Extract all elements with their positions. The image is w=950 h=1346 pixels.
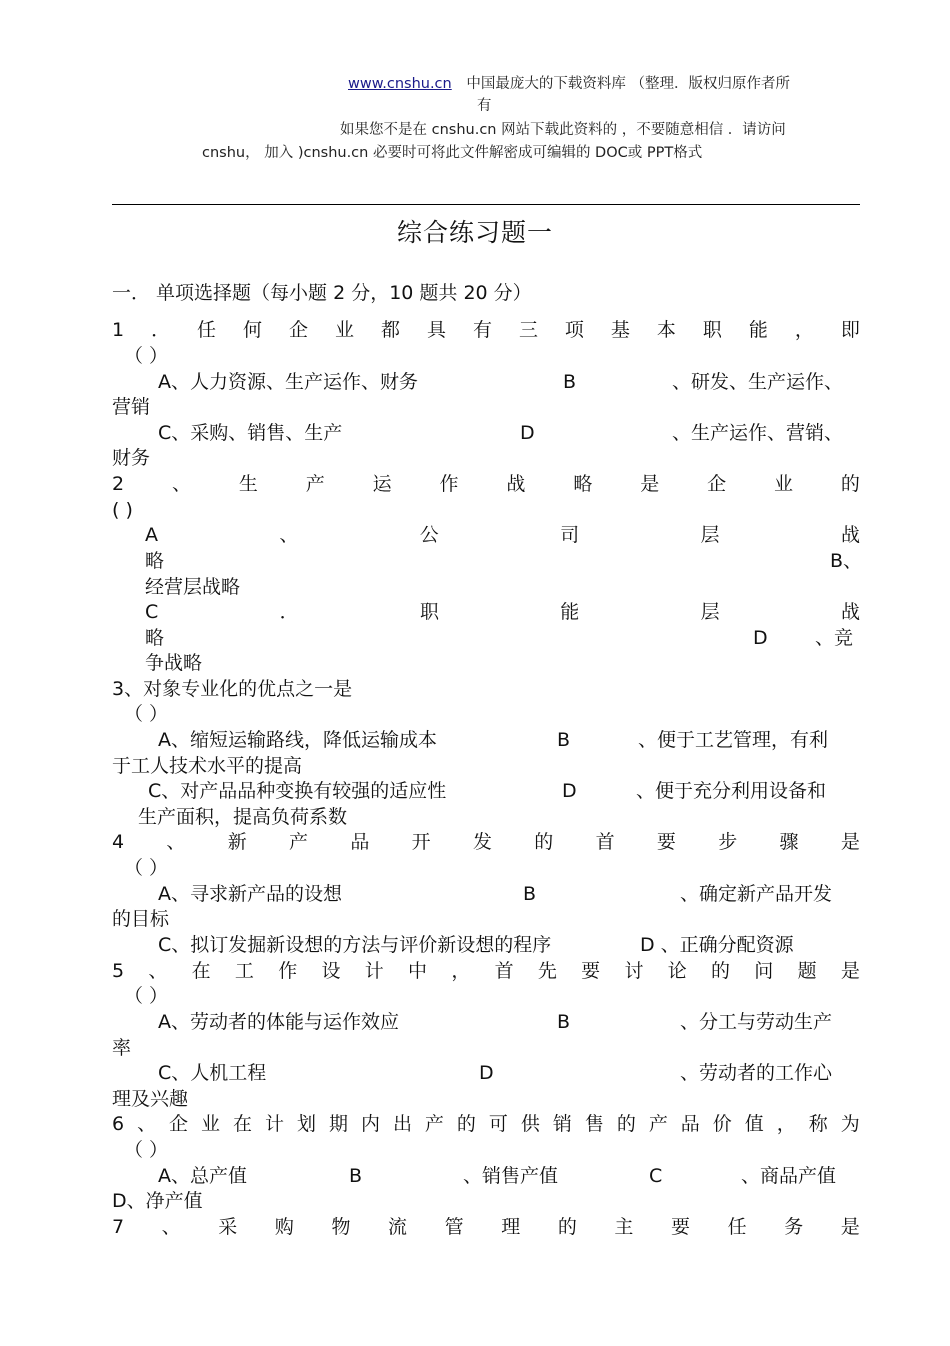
justified-char: 出 — [392, 1113, 412, 1135]
q1-option-d-wrap: 财务 — [112, 447, 151, 469]
justified-char: 内 — [360, 1113, 380, 1135]
justified-char: 的 — [711, 960, 731, 982]
section-heading: 一． 单项选择题（每小题 2 分，10 题共 20 分） — [112, 282, 532, 304]
justified-char: 问 — [754, 960, 774, 982]
justified-char: 售 — [584, 1113, 604, 1135]
justified-char: 是 — [840, 831, 860, 853]
q4-option-b-letter: B — [523, 883, 537, 905]
q6-stem — [112, 1111, 860, 1137]
q2-option-a-wrap: 略 — [145, 550, 165, 572]
q1-option-b-letter: B — [563, 371, 577, 393]
justified-char: 购 — [274, 1216, 294, 1238]
q4-paren: （ ） — [124, 857, 169, 879]
justified-char: 价 — [712, 1113, 732, 1135]
q2-option-c — [145, 599, 860, 625]
q4-option-b-wrap: 的目标 — [112, 908, 170, 930]
q4-option-d: D 、正确分配资源 — [640, 934, 794, 956]
justified-char: 值 — [744, 1113, 764, 1135]
justified-char: 在 — [233, 1113, 253, 1135]
justified-char: 采 — [218, 1216, 238, 1238]
justified-char: 在 — [191, 960, 211, 982]
justified-char: 要 — [671, 1216, 691, 1238]
justified-char: 能 — [560, 601, 580, 623]
justified-char: 生 — [238, 473, 258, 495]
q4-option-b-text: 、确定新产品开发 — [680, 883, 833, 905]
justified-char: 1 — [112, 319, 125, 341]
justified-char: 的 — [534, 831, 554, 853]
justified-char: 运 — [372, 473, 392, 495]
justified-char: 公 — [419, 524, 439, 546]
q3-option-b-text: 、便于工艺管理，有利 — [638, 729, 829, 751]
justified-char: 职 — [702, 319, 722, 341]
justified-char: 要 — [581, 960, 601, 982]
justified-char: 战 — [840, 601, 860, 623]
justified-char: 司 — [560, 524, 580, 546]
q3-option-d-text: 、便于充分利用设备和 — [636, 780, 827, 802]
justified-char: 有 — [472, 319, 492, 341]
q2-option-b-wrap: 经营层战略 — [145, 576, 241, 598]
justified-char: 7 — [112, 1216, 125, 1238]
justified-char: 是 — [840, 960, 860, 982]
q3-paren: （ ） — [124, 703, 169, 725]
justified-char: 层 — [700, 524, 720, 546]
justified-char: 务 — [784, 1216, 804, 1238]
q2-stem — [112, 471, 860, 497]
q2-option-c-wrap: 略 — [145, 627, 165, 649]
justified-char: ， — [776, 1113, 796, 1135]
justified-char: 的 — [456, 1113, 476, 1135]
justified-char: 是 — [840, 1216, 860, 1238]
q5-option-b-text: 、分工与劳动生产 — [680, 1011, 833, 1033]
q5-option-c: C、人机工程 — [158, 1062, 267, 1084]
q6-option-b-letter: B — [349, 1165, 363, 1187]
q5-option-b-letter: B — [557, 1011, 571, 1033]
justified-char: 先 — [537, 960, 557, 982]
header-line-1 — [348, 72, 790, 93]
justified-char: 题 — [797, 960, 817, 982]
justified-char: 、 — [137, 1113, 157, 1135]
justified-char: 要 — [656, 831, 676, 853]
justified-char: 首 — [595, 831, 615, 853]
justified-char: 称 — [808, 1113, 828, 1135]
q6-option-c-text: 、商品产值 — [741, 1165, 837, 1187]
q5-stem — [112, 958, 860, 984]
justified-char: 计 — [265, 1113, 285, 1135]
justified-char: 为 — [840, 1113, 860, 1135]
justified-char: 计 — [364, 960, 384, 982]
justified-char: 可 — [488, 1113, 508, 1135]
header-line-3: cnshu， 加入 )cnshu.cn 必要时可将此文件解密成可编辑的 DOC或 PPT格式 — [202, 145, 703, 161]
justified-char: 企 — [169, 1113, 189, 1135]
q2-option-a — [145, 522, 860, 548]
justified-char: 划 — [296, 1113, 316, 1135]
header-line-1-wrap: 有 — [477, 98, 492, 114]
justified-char: ． — [279, 601, 299, 623]
justified-char: 基 — [610, 319, 630, 341]
justified-char: 三 — [518, 319, 538, 341]
justified-char: 能 — [748, 319, 768, 341]
q3-stem: 3、对象专业化的优点之一是 — [112, 678, 353, 700]
justified-char: 、 — [161, 1216, 181, 1238]
justified-char: 本 — [656, 319, 676, 341]
justified-char: 职 — [419, 601, 439, 623]
justified-char: 销 — [552, 1113, 572, 1135]
justified-char: 期 — [328, 1113, 348, 1135]
justified-char: 主 — [614, 1216, 634, 1238]
q5-paren: （ ） — [124, 985, 169, 1007]
justified-char: 、 — [171, 473, 191, 495]
justified-char: 略 — [573, 473, 593, 495]
justified-char: 产 — [424, 1113, 444, 1135]
justified-char: 项 — [564, 319, 584, 341]
q3-option-c: C、对产品品种变换有较强的适应性 — [148, 780, 447, 802]
justified-char: 物 — [331, 1216, 351, 1238]
q3-option-b-wrap: 于工人技术水平的提高 — [112, 755, 303, 777]
q1-option-d-text: 、生产运作、营销、 — [672, 422, 844, 444]
justified-char: 、 — [148, 960, 168, 982]
justified-char: 论 — [667, 960, 687, 982]
q4-option-c: C、拟订发掘新设想的方法与评价新设想的程序 — [158, 934, 552, 956]
q1-paren: （ ） — [124, 345, 169, 367]
q1-option-d-letter: D — [520, 422, 535, 444]
justified-char: 产 — [648, 1113, 668, 1135]
justified-char: 业 — [201, 1113, 221, 1135]
justified-char: 供 — [520, 1113, 540, 1135]
q6-option-a: A、总产值 — [158, 1165, 247, 1187]
justified-char: 即 — [840, 319, 860, 341]
justified-char: 2 — [112, 473, 125, 495]
justified-char: ． — [151, 319, 171, 341]
justified-char: 设 — [321, 960, 341, 982]
q1-option-b-text: 、研发、生产运作、 — [672, 371, 844, 393]
justified-char: 6 — [112, 1113, 125, 1135]
justified-char: 理 — [501, 1216, 521, 1238]
justified-char: C — [145, 601, 159, 623]
justified-char: 4 — [112, 831, 125, 853]
justified-char: 步 — [718, 831, 738, 853]
q5-option-d-text: 、劳动者的工作心 — [680, 1062, 833, 1084]
justified-char: ， — [451, 960, 471, 982]
justified-char: 具 — [426, 319, 446, 341]
justified-char: 的 — [557, 1216, 577, 1238]
header-line-2: 如果您不是在 cnshu.cn 网站下载此资料的 ，不要随意相信 ．请访问 — [340, 122, 786, 138]
q5-option-d-letter: D — [479, 1062, 494, 1084]
justified-char: 开 — [411, 831, 431, 853]
justified-char: 管 — [444, 1216, 464, 1238]
justified-char: 工 — [234, 960, 254, 982]
q6-option-c-letter: C — [649, 1165, 663, 1187]
justified-char: 5 — [112, 960, 125, 982]
header-divider — [112, 204, 860, 205]
q3-option-a: A、缩短运输路线，降低运输成本 — [158, 729, 437, 751]
justified-char: 、 — [166, 831, 186, 853]
justified-char: 战 — [840, 524, 860, 546]
q1-option-b-wrap: 营销 — [112, 396, 151, 418]
q2-paren: ( ) — [112, 499, 133, 521]
q3-option-b-letter: B — [557, 729, 571, 751]
justified-char: 首 — [494, 960, 514, 982]
justified-char: 是 — [640, 473, 660, 495]
page-title: 综合练习题一 — [396, 218, 553, 247]
justified-char: 骤 — [779, 831, 799, 853]
q2-option-b: B、 — [830, 550, 863, 572]
justified-char: 发 — [472, 831, 492, 853]
justified-char: 讨 — [624, 960, 644, 982]
q6-paren: （ ） — [124, 1139, 169, 1161]
q5-option-b-wrap: 率 — [112, 1037, 132, 1059]
q5-option-d-wrap: 理及兴趣 — [112, 1088, 189, 1110]
q5-option-a: A、劳动者的体能与运作效应 — [158, 1011, 399, 1033]
justified-char: 层 — [700, 601, 720, 623]
justified-char: 中 — [408, 960, 428, 982]
q7-stem — [112, 1214, 860, 1240]
q4-stem — [112, 829, 860, 855]
q6-option-d: D、净产值 — [112, 1190, 203, 1212]
justified-char: A — [145, 524, 158, 546]
justified-char: 都 — [380, 319, 400, 341]
justified-char: 企 — [289, 319, 309, 341]
q2-option-d-letter: D — [753, 627, 768, 649]
justified-char: 流 — [388, 1216, 408, 1238]
justified-char: 新 — [227, 831, 247, 853]
site-link[interactable]: www.cnshu.cn — [348, 76, 452, 92]
justified-char: 作 — [439, 473, 459, 495]
q1-option-a: A、人力资源、生产运作、财务 — [158, 371, 418, 393]
q3-option-d-wrap: 生产面积，提高负荷系数 — [138, 806, 348, 828]
justified-char: 作 — [278, 960, 298, 982]
justified-char: 业 — [335, 319, 355, 341]
justified-char: 的 — [840, 473, 860, 495]
header-line-1-text: 中国最庞大的下载资料库 （整理．版权归原作者所 — [466, 76, 790, 92]
q2-option-d-text: 、竞 — [815, 627, 854, 649]
justified-char: 品 — [350, 831, 370, 853]
justified-char: 任 — [727, 1216, 747, 1238]
justified-char: 品 — [680, 1113, 700, 1135]
justified-char: 的 — [616, 1113, 636, 1135]
justified-char: 产 — [305, 473, 325, 495]
q3-option-d-letter: D — [562, 780, 577, 802]
justified-char: ， — [794, 319, 814, 341]
justified-char: 企 — [707, 473, 727, 495]
justified-char: 战 — [506, 473, 526, 495]
justified-char: 任 — [197, 319, 217, 341]
q1-stem — [112, 317, 860, 343]
justified-char: 产 — [289, 831, 309, 853]
q6-option-b-text: 、销售产值 — [463, 1165, 559, 1187]
q4-option-a: A、寻求新产品的设想 — [158, 883, 342, 905]
justified-char: 、 — [279, 524, 299, 546]
justified-char: 何 — [243, 319, 263, 341]
q2-option-d-wrap: 争战略 — [145, 652, 203, 674]
q1-option-c: C、采购、销售、生产 — [158, 422, 343, 444]
justified-char: 业 — [773, 473, 793, 495]
